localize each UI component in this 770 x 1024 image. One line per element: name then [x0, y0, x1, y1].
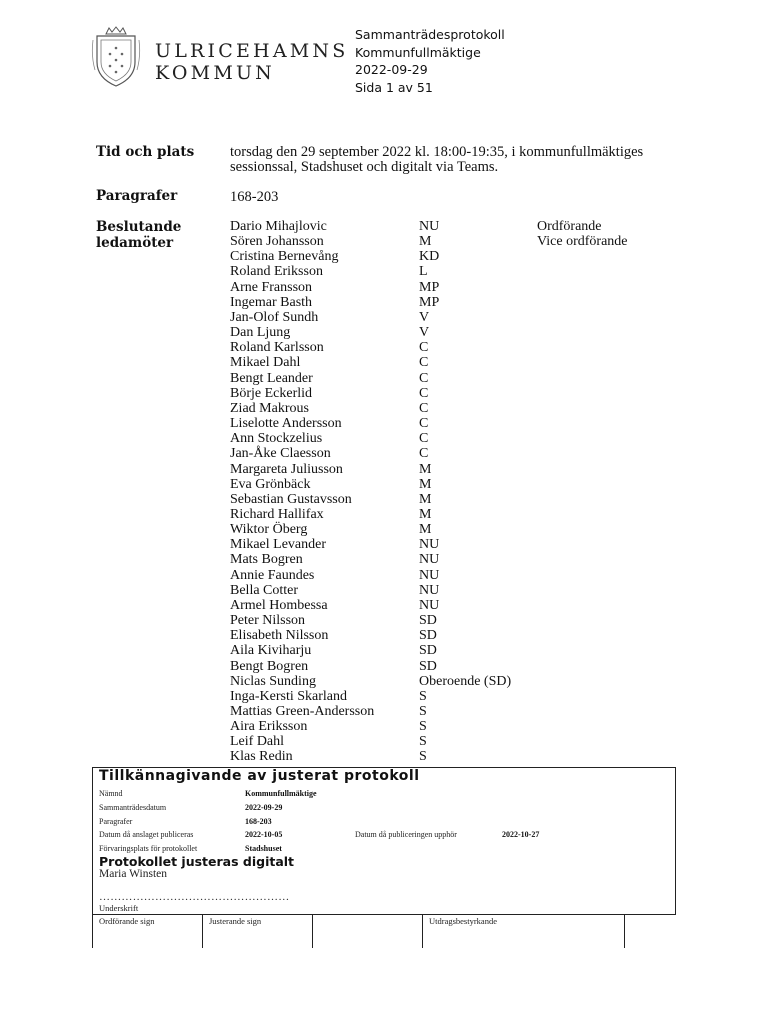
member-party: S [419, 688, 427, 704]
member-party: C [419, 340, 429, 356]
logo-wordmark [155, 40, 348, 84]
member-party: NU [419, 552, 440, 568]
member-party: L [419, 264, 428, 280]
tid-och-plats-line1: torsdag den 29 september 2022 kl. 18:00-19:35, i kommunfullmäktiges [230, 144, 644, 160]
page-number: Sida 1 av 51 [355, 79, 433, 95]
forvaring-value: Stadshuset [245, 844, 282, 853]
member-name: Mikael Dahl [230, 355, 301, 371]
member-name: Bengt Bogren [230, 658, 309, 674]
member-party: C [419, 416, 429, 432]
doc-date: 2022-09-29 [355, 62, 428, 77]
member-row [230, 613, 670, 628]
member-name: Mattias Green-Andersson [230, 704, 375, 719]
datum-label: Sammanträdesdatum [99, 803, 167, 812]
member-row [230, 340, 670, 355]
member-name: Sebastian Gustavsson [230, 491, 352, 507]
member-role: Ordförande [537, 219, 602, 234]
member-name: Inga-Kersti Skarland [230, 688, 348, 704]
member-party: NU [419, 567, 440, 583]
member-name: Ann Stockzelius [230, 431, 323, 447]
member-row [230, 507, 670, 522]
member-role: Vice ordförande [537, 234, 628, 250]
member-row [230, 552, 670, 567]
datum-value: 2022-09-29 [245, 803, 283, 812]
member-row [230, 416, 670, 431]
doc-type: Sammanträdesprotokoll [355, 27, 505, 42]
member-name: Elisabeth Nilsson [230, 628, 329, 644]
member-party: V [419, 309, 430, 325]
anslaget-label: Datum då anslaget publiceras [99, 830, 194, 839]
member-row [230, 371, 670, 386]
member-party: NU [419, 537, 440, 553]
doc-body: Kommunfullmäktige [355, 44, 481, 60]
municipal-seal-logo [91, 26, 141, 88]
namnd-value: Kommunfullmäktige [245, 789, 317, 798]
member-row [230, 492, 670, 507]
member-name: Aila Kiviharju [230, 643, 312, 659]
member-row [230, 462, 670, 477]
member-name: Peter Nilsson [230, 613, 306, 629]
member-party: Oberoende (SD) [419, 673, 512, 689]
member-row [230, 628, 670, 643]
sig-col-divider-4 [422, 914, 423, 948]
member-party: V [419, 325, 430, 341]
member-party: M [419, 506, 432, 522]
member-party: C [419, 385, 429, 401]
member-party: S [419, 734, 427, 750]
member-row [230, 310, 670, 325]
member-row [230, 280, 670, 295]
member-row [230, 264, 670, 279]
member-row [230, 568, 670, 583]
member-party: C [419, 446, 429, 462]
member-row [230, 583, 670, 598]
member-party: SD [419, 658, 437, 674]
member-name: Leif Dahl [230, 734, 285, 750]
member-row [230, 643, 670, 658]
member-row [230, 249, 670, 264]
member-party: S [419, 719, 427, 735]
beslutande-label-1: Beslutande [96, 219, 182, 235]
paragrafer-value: 168-203 [230, 189, 279, 205]
member-row [230, 674, 670, 689]
member-row [230, 234, 670, 249]
notice-title: Tillkännagivande av justerat protokoll [99, 768, 420, 784]
member-party: M [419, 522, 432, 538]
paragrafer-label: Paragrafer [96, 188, 178, 204]
justeras-heading: Protokollet justeras digitalt [99, 854, 295, 869]
member-party: MP [419, 279, 440, 295]
member-name: Roland Eriksson [230, 264, 323, 280]
member-row [230, 522, 670, 537]
member-name: Wiktor Öberg [230, 522, 308, 538]
member-row [230, 477, 670, 492]
signature-dots: …………………………………………… [99, 891, 290, 903]
member-row [230, 295, 670, 310]
member-party: SD [419, 613, 437, 629]
sig-col-divider-1 [92, 914, 93, 948]
member-party: M [419, 234, 432, 250]
member-party: C [419, 355, 429, 371]
member-party: C [419, 400, 429, 416]
member-row [230, 325, 670, 340]
member-party: M [419, 461, 432, 477]
beslutande-label-2: ledamöter [96, 235, 174, 251]
member-party: M [419, 491, 432, 507]
member-name: Richard Hallifax [230, 506, 324, 522]
member-party: S [419, 704, 427, 719]
member-row [230, 386, 670, 401]
member-name: Dan Ljung [230, 325, 291, 341]
member-name: Annie Faundes [230, 567, 315, 583]
sig-col-divider-2 [202, 914, 203, 948]
member-row [230, 401, 670, 416]
member-party: SD [419, 628, 437, 644]
sig-col-divider-3 [312, 914, 313, 948]
member-name: Börje Eckerlid [230, 385, 313, 401]
member-row [230, 749, 670, 764]
member-row [230, 704, 670, 719]
member-party: NU [419, 219, 440, 234]
paragrafer-small-label: Paragrafer [99, 817, 133, 826]
member-name: Mats Bogren [230, 552, 303, 568]
document-header [355, 26, 505, 96]
member-name: Niclas Sunding [230, 673, 316, 689]
member-row [230, 734, 670, 749]
member-name: Cristina Bernevång [230, 249, 339, 265]
logo-name: ULRICEHAMNS [155, 40, 349, 62]
member-row [230, 355, 670, 370]
member-row [230, 219, 670, 234]
tid-och-plats-line2: sessionssal, Stadshuset och digitalt via Teams. [230, 159, 499, 175]
member-row [230, 719, 670, 734]
justerande-sign-label: Justerande sign [209, 916, 262, 926]
member-name: Armel Hombessa [230, 597, 328, 613]
member-name: Bella Cotter [230, 582, 299, 598]
member-name: Ziad Makrous [230, 400, 309, 416]
tid-och-plats-label: Tid och plats [96, 144, 195, 160]
member-name: Liselotte Andersson [230, 416, 342, 432]
member-party: NU [419, 582, 440, 598]
member-row [230, 689, 670, 704]
member-name: Arne Fransson [230, 279, 313, 295]
member-name: Roland Karlsson [230, 340, 324, 356]
member-name: Ingemar Basth [230, 294, 313, 310]
member-name: Eva Grönbäck [230, 476, 311, 492]
member-name: Margareta Juliusson [230, 461, 343, 477]
underskrift-label: Underskrift [99, 903, 139, 913]
member-list [230, 219, 670, 765]
logo-sub: KOMMUN [155, 62, 276, 84]
sig-col-divider-5 [624, 914, 625, 948]
member-name: Mikael Levander [230, 537, 327, 553]
member-row [230, 659, 670, 674]
member-row [230, 598, 670, 613]
member-row [230, 537, 670, 552]
member-party: SD [419, 643, 437, 659]
member-name: Dario Mihajlovic [230, 219, 327, 234]
upphor-value: 2022-10-27 [502, 830, 540, 839]
member-row [230, 431, 670, 446]
member-party: C [419, 370, 429, 386]
member-party: S [419, 749, 427, 765]
member-name: Jan-Olof Sundh [230, 309, 319, 325]
member-party: M [419, 476, 432, 492]
signer-name: Maria Winsten [99, 868, 167, 880]
utdragsbestyrkande-label: Utdragsbestyrkande [429, 916, 497, 926]
member-party: NU [419, 597, 440, 613]
forvaring-label: Förvaringsplats för protokollet [99, 844, 198, 853]
anslaget-value: 2022-10-05 [245, 830, 283, 839]
namnd-label: Nämnd [99, 789, 123, 798]
member-party: KD [419, 249, 440, 265]
member-name: Klas Redin [230, 749, 293, 765]
member-party: MP [419, 294, 440, 310]
upphor-label: Datum då publiceringen upphör [355, 830, 457, 839]
member-name: Aira Eriksson [230, 719, 308, 735]
member-party: C [419, 431, 429, 447]
member-row [230, 446, 670, 461]
ordforande-sign-label: Ordförande sign [99, 916, 155, 926]
member-name: Bengt Leander [230, 370, 313, 386]
member-name: Jan-Åke Claesson [230, 446, 331, 462]
member-name: Sören Johansson [230, 234, 324, 250]
signature-row-divider [92, 914, 676, 915]
paragrafer-small-value: 168-203 [245, 817, 272, 826]
